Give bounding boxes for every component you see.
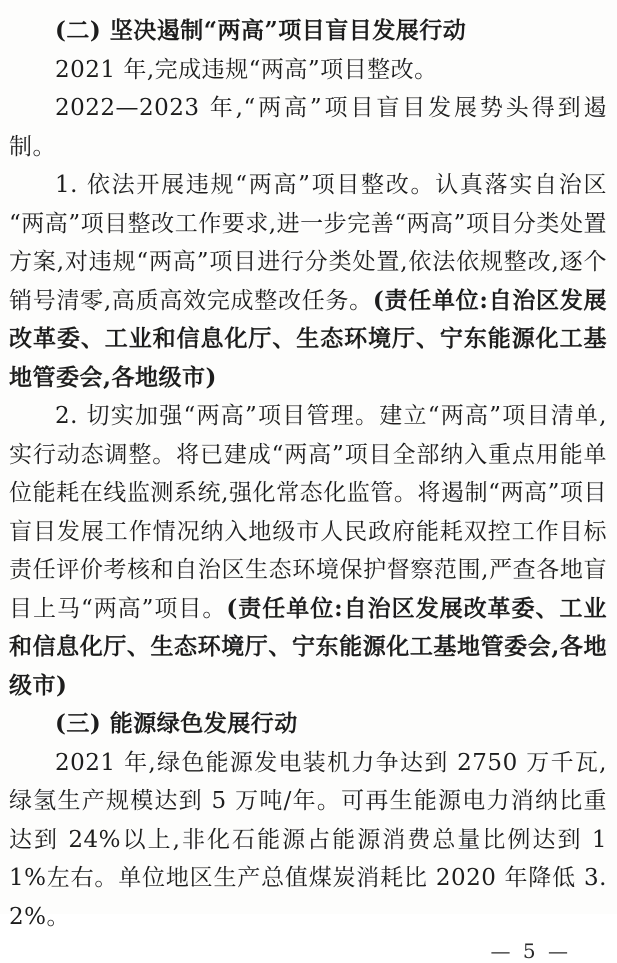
section-heading-two: (二) 坚决遏制“两高”项目盲目发展行动 — [55, 17, 467, 44]
section-heading-three: (三) 能源绿色发展行动 — [55, 710, 298, 737]
goal-line-2022-2023: 2022—2023 年,“两高”项目盲目发展势头得到遏制。 — [9, 95, 607, 160]
measure-2-paragraph — [9, 397, 607, 705]
measure-1-responsibility-units: (责任单位:自治区发展改革委、工业和信息化厅、生态环境厅、宁东能源化工基地管委会,各地级市) — [9, 286, 607, 391]
document-content — [9, 12, 607, 936]
goal-line-2021: 2021 年,完成违规“两高”项目整改。 — [55, 56, 438, 83]
page-number: — 5 — — [490, 939, 571, 963]
goal-line-green-energy: 2021 年,绿色能源发电装机力争达到 2750 万千瓦,绿氢生产规模达到 5 万吨/年。可再生能源电力消纳比重达到 24%以上,非化石能源占能源消费总量比例达到 11%左右。单位地区生产总值煤炭消耗比 2020 年降低 3.2%。 — [9, 749, 607, 930]
measure-1-text: 1. 依法开展违规“两高”项目整改。认真落实自治区“两高”项目整改工作要求,进一步完善“两高”项目分类处置方案,对违规“两高”项目进行分类处置,依法依规整改,逐个销号清零,高质高效完成整改任务。 — [9, 172, 607, 314]
measure-1-paragraph — [9, 166, 607, 397]
measure-2-text: 2. 切实加强“两高”项目管理。建立“两高”项目清单,实行动态调整。将已建成“两高”项目全部纳入重点用能单位能耗在线监测系统,强化常态化监管。将遏制“两高”项目盲目发展工作情况纳入地级市人民政府能耗双控工作目标责任评价考核和自治区生态环境保护督察范围,严查各地盲目上马“两高”项目。 — [9, 403, 607, 622]
measure-2-responsibility-units: (责任单位:自治区发展改革委、工业和信息化厅、生态环境厅、宁东能源化工基地管委会,各地级市) — [9, 594, 607, 699]
